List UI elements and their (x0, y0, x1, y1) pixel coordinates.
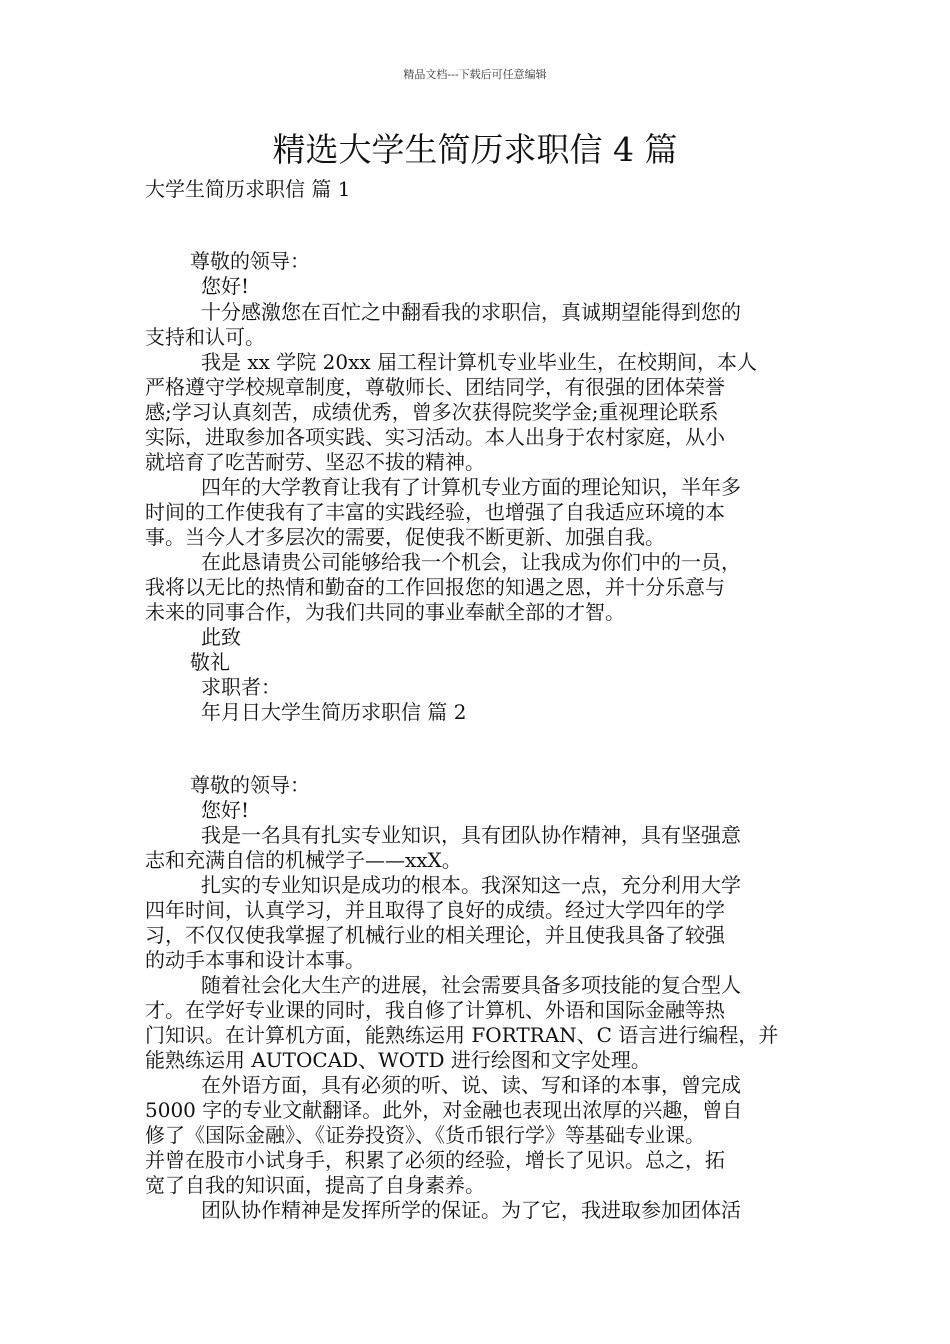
body-line: 就培育了吃苦耐劳、坚忍不拔的精神。 (145, 450, 485, 474)
body-line: 团队协作精神是发挥所学的保证。为了它，我进取参加团体活 (201, 1198, 741, 1222)
body-line: 十分感激您在百忙之中翻看我的求职信，真诚期望能得到您的 (201, 300, 741, 324)
body-line: 四年的大学教育让我有了计算机专业方面的理论知识，半年多 (201, 475, 741, 499)
page-header: 精品文档---下载后可任意编辑 (403, 68, 547, 81)
body-line: 未来的同事合作，为我们共同的事业奉献全部的才智。 (145, 600, 625, 624)
body-line: 修了《国际金融》、《证券投资》、《货币银行学》等基础专业课。 (145, 1123, 705, 1147)
body-line: 时间的工作使我有了丰富的实践经验，也增强了自我适应环境的本 (145, 500, 725, 524)
body-line: 四年时间，认真学习，并且取得了良好的成绩。经过大学四年的学 (145, 898, 725, 922)
body-line: 实际，进取参加各项实践、实习活动。本人出身于农村家庭，从小 (145, 425, 725, 449)
body-line: 我是 xx 学院 20xx 届工程计算机专业毕业生，在校期间，本人 (201, 350, 757, 374)
greeting: 您好! (201, 798, 250, 822)
greeting: 您好! (201, 274, 250, 298)
body-line: 的动手本事和设计本事。 (145, 948, 365, 972)
body-line: 支持和认可。 (145, 325, 265, 349)
body-line: 感;学习认真刻苦，成绩优秀，曾多次获得院奖学金;重视理论联系 (145, 400, 719, 424)
body-line: 在外语方面，具有必须的听、说、读、写和译的本事，曾完成 (201, 1073, 741, 1097)
salutation: 尊敬的领导： (190, 249, 310, 273)
body-line: 才。在学好专业课的同时，我自修了计算机、外语和国际金融等热 (145, 998, 725, 1022)
body-line: 宽了自我的知识面，提高了自身素养。 (145, 1173, 485, 1197)
body-line: 并曾在股市小试身手，积累了必须的经验，增长了见识。总之，拓 (145, 1148, 725, 1172)
body-line: 事。当今人才多层次的需要，促使我不断更新、加强自我。 (145, 525, 665, 549)
body-line: 能熟练运用 AUTOCAD、WOTD 进行绘图和文字处理。 (145, 1048, 651, 1072)
body-line: 习，不仅仅使我掌握了机械行业的相关理论，并且使我具备了较强 (145, 923, 725, 947)
body-line: 在此恳请贵公司能够给我一个机会，让我成为你们中的一员， (201, 550, 741, 574)
closing: 此致 (201, 625, 241, 649)
body-line: 志和充满自信的机械学子——xxX。 (145, 848, 462, 872)
body-line: 随着社会化大生产的进展，社会需要具备多项技能的复合型人 (201, 973, 741, 997)
body-line: 5000 字的专业文献翻译。此外，对金融也表现出浓厚的兴趣，曾自 (145, 1098, 743, 1122)
body-line: 扎实的专业知识是成功的根本。我深知这一点，充分利用大学 (201, 873, 741, 897)
document-title: 精选大学生简历求职信 4 篇 (272, 130, 678, 169)
signature-label: 求职者： (201, 675, 281, 699)
body-line: 我将以无比的热情和勤奋的工作回报您的知遇之恩，并十分乐意与 (145, 575, 725, 599)
section-heading: 大学生简历求职信 篇 1 (145, 177, 351, 201)
body-line: 我是一名具有扎实专业知识，具有团队协作精神，具有坚强意 (201, 823, 741, 847)
section-heading: 年月日大学生简历求职信 篇 2 (201, 700, 467, 724)
body-line: 门知识。在计算机方面，能熟练运用 FORTRAN、C 语言进行编程，并 (145, 1023, 779, 1047)
salutation: 尊敬的领导： (190, 773, 310, 797)
closing: 敬礼 (190, 650, 230, 674)
body-line: 严格遵守学校规章制度，尊敬师长、团结同学，有很强的团体荣誉 (145, 375, 725, 399)
